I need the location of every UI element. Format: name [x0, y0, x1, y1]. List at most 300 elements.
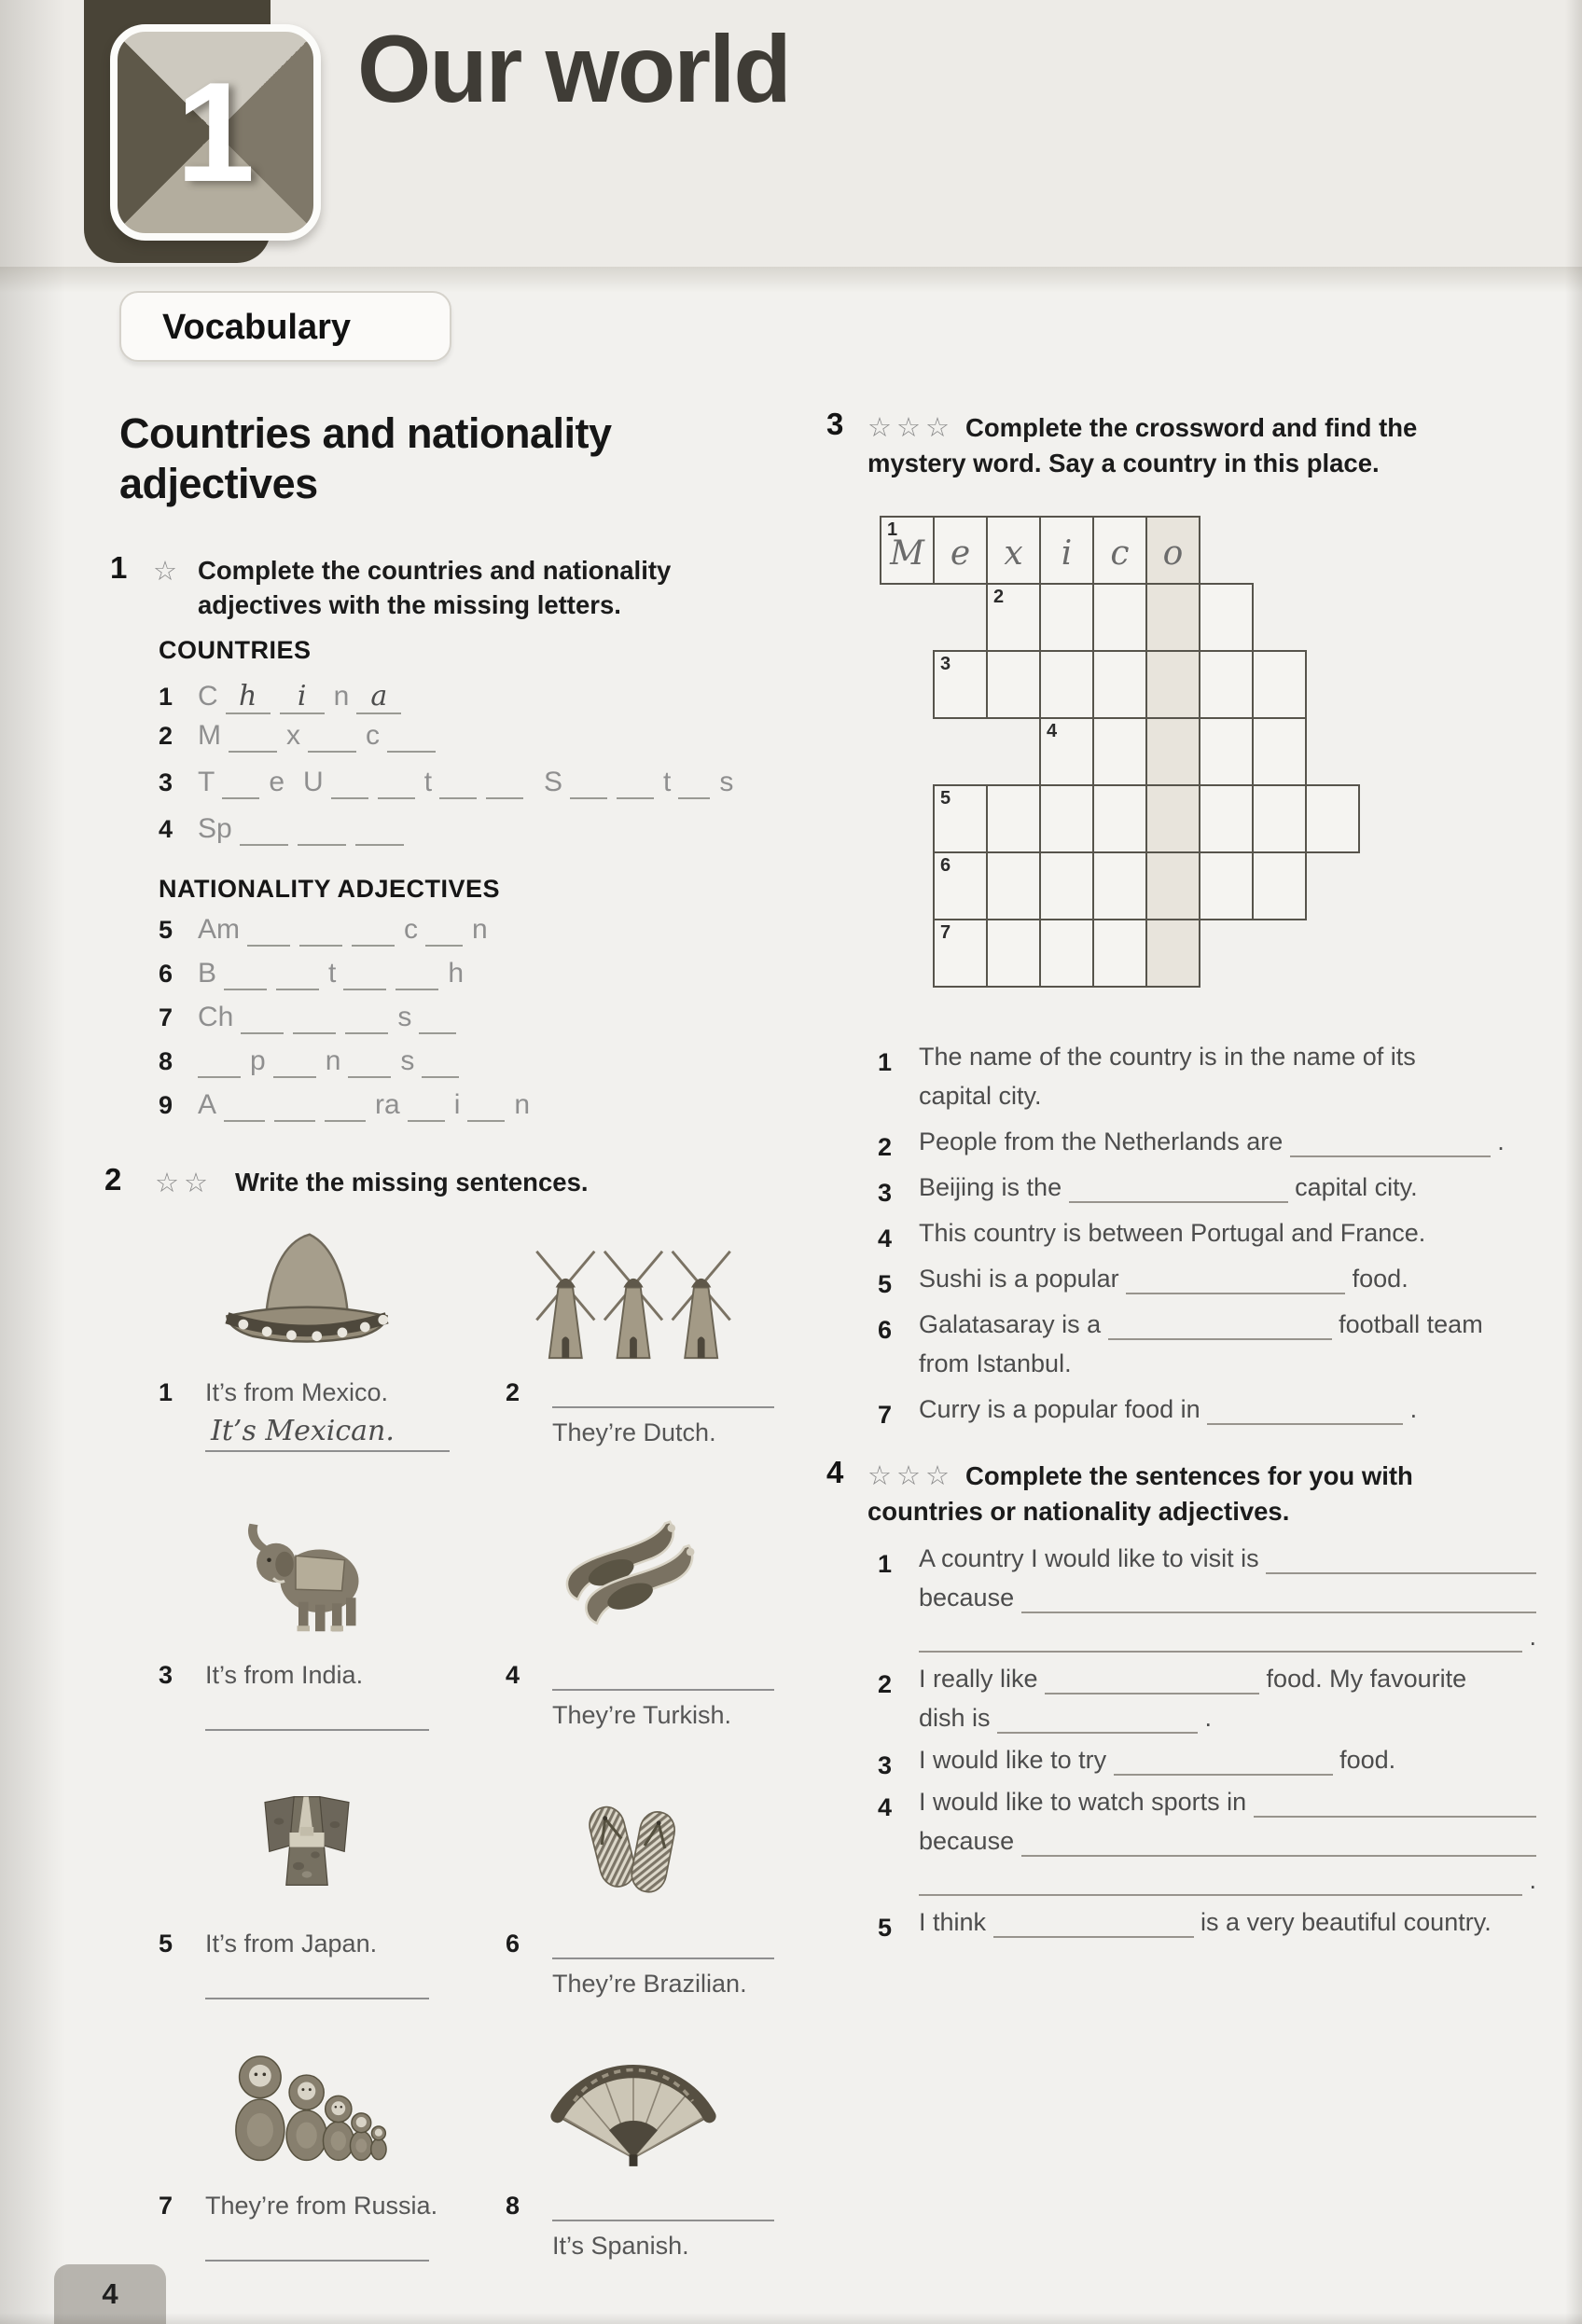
letter-blank: [408, 1120, 445, 1122]
printed-letters: h: [448, 958, 465, 989]
letter-blank: [198, 1076, 241, 1078]
item-text: [919, 1219, 1536, 1258]
text: because: [919, 1827, 1021, 1855]
crossword-cell: [1092, 919, 1147, 988]
text-line: [919, 1265, 1536, 1304]
item-number: 4: [159, 815, 173, 843]
ex2-item-7: [138, 2018, 476, 2290]
text: A country I would like to visit is: [919, 1544, 1267, 1572]
printed-letters: n: [333, 681, 350, 712]
word-completion-item: [159, 958, 793, 1002]
letter-blank: [348, 1076, 391, 1078]
crossword-cell: [1039, 851, 1094, 920]
blank-line: [552, 2220, 774, 2221]
crossword-cell: [1092, 583, 1147, 652]
letter-blank: [425, 945, 463, 947]
fill-in-blank: [1021, 1612, 1536, 1613]
printed-letters: M: [198, 720, 221, 751]
item-caption: They’re from Russia.: [205, 2192, 438, 2220]
crossword-cell: [1039, 919, 1094, 988]
item-text: [919, 1665, 1536, 1743]
letter-blank: [467, 1120, 505, 1122]
text-line: [919, 1395, 1536, 1434]
text: from Istanbul.: [919, 1349, 1072, 1377]
item-number: 7: [159, 2192, 173, 2220]
text-line: [919, 1349, 1536, 1389]
scan-edge-left: [0, 0, 65, 2324]
printed-letters: S: [544, 767, 563, 797]
text-line: [919, 1082, 1536, 1121]
answered-letter-blank: [280, 673, 325, 714]
crossword-cell: [986, 784, 1041, 853]
handwritten-answer: It’s Mexican.: [211, 1415, 395, 1447]
letter-blank: [343, 989, 386, 990]
letter-blank: [486, 797, 523, 799]
letter-blank: [355, 844, 404, 846]
countries-label: COUNTRIES: [159, 636, 312, 664]
clue-row: [878, 1043, 1536, 1121]
crossword-cell: [986, 650, 1041, 719]
sentence-row: [878, 1746, 1536, 1785]
item-text: [919, 1310, 1536, 1389]
blank-line: [205, 2260, 429, 2262]
item-number: 9: [159, 1091, 173, 1119]
crossword-cell: [1199, 717, 1254, 786]
text: .: [1198, 1704, 1213, 1732]
letter-blank: [299, 945, 342, 947]
word-completion-item: [159, 813, 793, 860]
exercise4-items: [878, 1544, 1536, 1950]
sentence-row: [878, 1544, 1536, 1662]
ex2-item-1: [138, 1205, 476, 1487]
text: .: [1403, 1395, 1418, 1423]
text-line: [919, 1908, 1536, 1947]
page-number: 4: [102, 2277, 118, 2310]
scan-edge-right: [1565, 0, 1582, 2324]
item-caption: It’s from Japan.: [205, 1930, 378, 1957]
section-tab: Vocabulary: [119, 291, 451, 362]
crossword-cell: [1199, 851, 1254, 920]
letter-blank: [247, 945, 290, 947]
item-caption: It’s from India.: [205, 1661, 364, 1689]
clue-row: [878, 1395, 1536, 1434]
crossword-cell: [880, 516, 935, 585]
text-line: [919, 1746, 1536, 1785]
elephant-figurine-icon: [138, 1487, 476, 1644]
text: I really like: [919, 1665, 1046, 1693]
matryoshka-dolls-icon: [138, 2018, 476, 2175]
ex2-item-2: [476, 1205, 791, 1487]
letter-blank: [352, 945, 395, 947]
printed-letters: A: [198, 1089, 217, 1120]
word-completion-item: [159, 720, 793, 767]
item-text: [919, 1173, 1536, 1212]
item-caption: It’s Spanish.: [552, 2232, 689, 2260]
fill-in-blank: [1069, 1201, 1288, 1203]
crossword-cell-number: 4: [1047, 721, 1058, 741]
letter-blank: [345, 1032, 388, 1034]
handwritten-letter: a: [370, 680, 388, 712]
sentence-row: [878, 1788, 1536, 1905]
crossword-cell-number: 5: [940, 788, 951, 809]
topic-heading: Countries and nationality adjectives: [119, 409, 612, 507]
clue-row: [878, 1127, 1536, 1167]
crossword-letter: M: [890, 533, 924, 573]
answer-line: [205, 1415, 450, 1452]
printed-letters: ra: [375, 1089, 400, 1120]
item-number: 7: [159, 1003, 173, 1031]
text: capital city.: [919, 1082, 1042, 1110]
crossword-cell: [933, 784, 988, 853]
crossword-cell: [986, 583, 1041, 652]
crossword-cell: [986, 851, 1041, 920]
text-line: [919, 1866, 1536, 1905]
fill-in-blank: [1266, 1572, 1536, 1574]
item-number: 3: [159, 768, 173, 796]
clue-row: [878, 1265, 1536, 1304]
item-text: [919, 1127, 1536, 1167]
crossword-cell: [1252, 717, 1307, 786]
crossword-cell: [933, 919, 988, 988]
unit-number-badge: [110, 24, 321, 241]
printed-letters: Ch: [198, 1002, 234, 1032]
item-number: 6: [159, 960, 173, 988]
text: food.: [1345, 1265, 1409, 1293]
ex2-item-8: [476, 2018, 791, 2290]
printed-letters: C: [198, 681, 218, 712]
item-number: 5: [159, 1930, 173, 1957]
crossword-cell: [1039, 583, 1094, 652]
text-line: [919, 1127, 1536, 1167]
ex2-item-6: [476, 1756, 791, 2018]
letter-blank: [229, 751, 277, 753]
blank-line: [552, 1689, 774, 1691]
crossword-cell: [1145, 919, 1200, 988]
crossword-cell: [1252, 851, 1307, 920]
letter-blank: [276, 989, 319, 990]
text: capital city.: [1287, 1173, 1418, 1201]
clue-row: [878, 1173, 1536, 1212]
text: I would like to try: [919, 1746, 1114, 1774]
text-line: [919, 1173, 1536, 1212]
page-number-tab: [54, 2264, 166, 2324]
item-number: 6: [506, 1930, 520, 1957]
text-line: [919, 1827, 1536, 1866]
letter-blank: [308, 751, 356, 753]
handwritten-letter: h: [239, 680, 257, 712]
text-line: [919, 1665, 1536, 1704]
text-line: [919, 1704, 1536, 1743]
crossword-cell-number: 7: [940, 922, 951, 943]
fill-in-blank: [919, 1651, 1522, 1653]
letter-blank: [224, 1120, 265, 1122]
crossword-cell-number: 2: [993, 587, 1005, 607]
crossword-cell: [1145, 784, 1200, 853]
countries-list: [159, 673, 793, 860]
crossword-cell: [1039, 717, 1094, 786]
fill-in-blank: [1114, 1774, 1333, 1776]
folding-fan-icon: [476, 2018, 791, 2175]
crossword-letter: e: [950, 533, 971, 573]
page-title: Our world: [357, 16, 790, 122]
crossword-cell: [1252, 650, 1307, 719]
exercise4-stars: ☆☆☆: [867, 1461, 954, 1491]
text-line: [919, 1043, 1536, 1082]
letter-blank: [298, 844, 346, 846]
crossword-letter: i: [1061, 533, 1073, 573]
text: I would like to watch sports in: [919, 1788, 1254, 1816]
crossword-cell: [1145, 851, 1200, 920]
crossword-cell: [986, 919, 1041, 988]
ex2-item-5: [138, 1756, 476, 2018]
item-number: 3: [159, 1661, 173, 1689]
item-number: 1: [878, 1550, 893, 1578]
printed-letters: c: [404, 914, 418, 945]
blank-line: [552, 1957, 774, 1959]
crossword-cell: [1305, 784, 1360, 853]
letter-blank: [387, 751, 436, 753]
text-line: [919, 1219, 1536, 1258]
turkish-slippers-icon: [476, 1487, 791, 1644]
word-completion-item: [159, 1045, 793, 1089]
item-number: 1: [159, 683, 173, 711]
crossword-grid: [880, 516, 1360, 988]
item-number: 5: [878, 1270, 893, 1298]
item-number: 8: [159, 1047, 173, 1075]
exercise1-instruction: Complete the countries and nationality adjectives with the missing letters.: [198, 556, 672, 619]
exercise4-header: [867, 1459, 1520, 1529]
crossword-cell: [1252, 784, 1307, 853]
crossword-cell-number: 1: [887, 519, 898, 540]
kimono-icon: [138, 1756, 476, 1913]
crossword-cell: [1145, 717, 1200, 786]
printed-letters: n: [514, 1089, 531, 1120]
exercise3-header: [867, 410, 1520, 480]
exercise2-stars: ☆☆: [155, 1169, 213, 1198]
text: food.: [1332, 1746, 1396, 1774]
item-number: 1: [159, 1378, 173, 1406]
exercise3-instruction: Complete the crossword and find the mystery word. Say a country in this place.: [867, 413, 1418, 477]
printed-letters: T: [198, 767, 215, 797]
exercise2-grid: [138, 1205, 791, 2290]
printed-letters: s: [397, 1002, 412, 1032]
unit-number: 1: [175, 53, 256, 212]
letter-blank: [274, 1120, 315, 1122]
item-text: [919, 1395, 1536, 1434]
item-text: [919, 1544, 1536, 1662]
printed-letters: t: [328, 958, 337, 989]
letter-blank: [273, 1076, 316, 1078]
letter-blank: [570, 797, 607, 799]
exercise2-number: 2: [104, 1162, 122, 1197]
fill-in-blank: [1021, 1855, 1536, 1857]
item-number: 2: [878, 1670, 893, 1698]
letter-blank: [419, 1032, 456, 1034]
answered-letter-blank: [226, 673, 271, 714]
item-number: 4: [878, 1793, 893, 1821]
header-shadow: [0, 267, 1582, 293]
letter-blank: [224, 989, 267, 990]
letter-blank: [422, 1076, 459, 1078]
crossword-cell: [1145, 583, 1200, 652]
crossword-cell: [933, 650, 988, 719]
printed-letters: Am: [198, 914, 240, 945]
scan-edge-bottom: [0, 2313, 1582, 2324]
printed-letters: U: [303, 767, 324, 797]
text-line: [919, 1788, 1536, 1827]
printed-letters: i: [453, 1089, 461, 1120]
item-text: [919, 1043, 1536, 1121]
letter-blank: [678, 797, 710, 799]
crossword-letter: c: [1110, 533, 1130, 573]
answered-letter-blank: [356, 673, 401, 714]
text: The name of the country is in the name of its: [919, 1043, 1416, 1071]
text: .: [1521, 1866, 1536, 1894]
fill-in-blank: [1108, 1338, 1332, 1340]
item-text: [919, 1788, 1536, 1905]
item-number: 3: [878, 1751, 893, 1779]
sombrero-icon: [138, 1205, 476, 1362]
word-completion-item: [159, 914, 793, 958]
item-text: [919, 1265, 1536, 1304]
exercise4-instruction: Complete the sentences for you with countries or nationality adjectives.: [867, 1461, 1413, 1526]
crossword-cell: [1039, 650, 1094, 719]
crossword-cell: [986, 516, 1041, 585]
crossword-cell: [1039, 784, 1094, 853]
word-completion-item: [159, 1002, 793, 1045]
blank-line: [205, 1729, 429, 1731]
nationality-adjectives-label: NATIONALITY ADJECTIVES: [159, 875, 501, 903]
item-number: 4: [506, 1661, 520, 1689]
fill-in-blank: [1126, 1293, 1345, 1294]
item-text: [919, 1908, 1536, 1947]
printed-letters: p: [250, 1045, 266, 1076]
letter-blank: [325, 1120, 366, 1122]
crossword-cell: [1199, 583, 1254, 652]
text: I think: [919, 1908, 993, 1936]
nationality-adjectives-list: [159, 914, 793, 1133]
letter-blank: [240, 844, 288, 846]
crossword-cell: [1199, 650, 1254, 719]
printed-letters: Sp: [198, 813, 232, 844]
text: food. My favourite: [1259, 1665, 1467, 1693]
crossword-cell: [1092, 851, 1147, 920]
fill-in-blank: [1207, 1423, 1403, 1425]
exercise3-number: 3: [826, 407, 844, 441]
fill-in-blank: [1290, 1155, 1491, 1157]
word-completion-item: [159, 767, 793, 813]
fill-in-blank: [1045, 1693, 1259, 1695]
text: Sushi is a popular: [919, 1265, 1127, 1293]
printed-letters: c: [366, 720, 380, 751]
crossword-cell: [933, 851, 988, 920]
crossword-cell: [933, 516, 988, 585]
text-line: [919, 1310, 1536, 1349]
printed-letters: e: [269, 767, 285, 797]
text-line: [919, 1584, 1536, 1623]
sentence-row: [878, 1908, 1536, 1947]
letter-blank: [293, 1032, 336, 1034]
text: .: [1490, 1127, 1505, 1155]
crossword-cell: [1092, 784, 1147, 853]
crossword-cell: [1039, 516, 1094, 585]
text: dish is: [919, 1704, 998, 1732]
item-caption: It’s from Mexico.: [205, 1378, 389, 1406]
exercise4-number: 4: [826, 1455, 844, 1489]
letter-blank: [439, 797, 477, 799]
text: is a very beautiful country.: [1193, 1908, 1492, 1936]
word-completion-item: [159, 673, 793, 720]
crossword-letter: x: [1004, 533, 1023, 573]
text: Beijing is the: [919, 1173, 1069, 1201]
item-number: 2: [878, 1133, 893, 1161]
letter-blank: [222, 797, 259, 799]
item-number: 8: [506, 2192, 520, 2220]
printed-letters: n: [472, 914, 488, 945]
printed-letters: t: [663, 767, 672, 797]
crossword-cell-number: 3: [940, 654, 951, 674]
item-number: 4: [878, 1224, 893, 1252]
item-number: 2: [159, 722, 173, 750]
item-number: 1: [878, 1048, 893, 1076]
flip-flops-icon: [476, 1756, 791, 1913]
crossword-cell: [1199, 784, 1254, 853]
exercise3-stars: ☆☆☆: [867, 413, 954, 443]
crossword-cell: [1145, 516, 1200, 585]
fill-in-blank: [993, 1936, 1194, 1938]
windmills-icon: [476, 1205, 791, 1362]
item-number: 7: [878, 1401, 893, 1429]
item-number: 5: [878, 1914, 893, 1942]
fill-in-blank: [997, 1732, 1198, 1734]
item-text: [919, 1746, 1536, 1785]
word-completion-item: [159, 1089, 793, 1133]
handwritten-letter: i: [297, 680, 307, 712]
item-number: 6: [878, 1316, 893, 1344]
crossword-cell: [1092, 516, 1147, 585]
blank-line: [205, 1998, 429, 1999]
letter-blank: [241, 1032, 284, 1034]
letter-blank: [378, 797, 415, 799]
text: football team: [1331, 1310, 1483, 1338]
sentence-row: [878, 1665, 1536, 1743]
ex2-item-3: [138, 1487, 476, 1756]
crossword-cell: [1092, 717, 1147, 786]
printed-letters: s: [719, 767, 734, 797]
item-number: 2: [506, 1378, 520, 1406]
text: People from the Netherlands are: [919, 1127, 1290, 1155]
ex2-item-4: [476, 1487, 791, 1756]
fill-in-blank: [919, 1894, 1522, 1896]
exercise1-number: 1: [110, 550, 128, 585]
crossword-cell: [1145, 650, 1200, 719]
crossword-clues: [878, 1043, 1536, 1441]
item-number: 5: [159, 916, 173, 944]
crossword-cell-number: 6: [940, 855, 951, 876]
clue-row: [878, 1310, 1536, 1389]
exercise2-instruction: Write the missing sentences.: [235, 1168, 589, 1197]
printed-letters: s: [400, 1045, 415, 1076]
item-caption: They’re Turkish.: [552, 1701, 732, 1729]
text-line: [919, 1544, 1536, 1584]
fill-in-blank: [1254, 1816, 1536, 1818]
letter-blank: [396, 989, 438, 990]
text: .: [1521, 1623, 1536, 1651]
exercise1-stars: ☆: [153, 557, 182, 587]
text: Curry is a popular food in: [919, 1395, 1208, 1423]
printed-letters: t: [423, 767, 433, 797]
item-number: 3: [878, 1179, 893, 1207]
